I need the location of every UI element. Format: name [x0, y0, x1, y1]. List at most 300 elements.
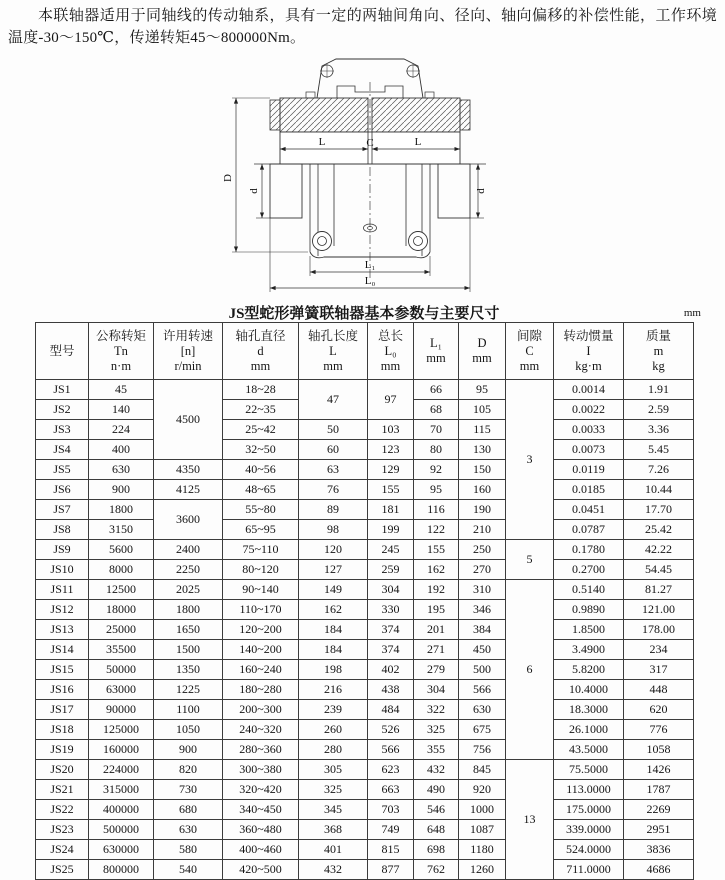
table-row: [36, 440, 694, 460]
cell-bore-length: 47: [299, 380, 368, 420]
dim-label-D: D: [222, 174, 234, 182]
cell-clearance: 13: [506, 760, 554, 880]
cell-l1-length: 70: [414, 420, 459, 440]
cell-bore-length: 149: [299, 580, 368, 600]
cell-total-length: 749: [368, 820, 414, 840]
cell-l1-length: 648: [414, 820, 459, 840]
cell-outer-diameter: 115: [459, 420, 506, 440]
cell-total-length: 374: [368, 640, 414, 660]
bolt-right: [409, 232, 428, 251]
cell-moment-of-inertia: 43.5000: [554, 740, 624, 760]
flange-right: [372, 98, 460, 132]
cell-mass: 1426: [624, 760, 694, 780]
cell-outer-diameter: 95: [459, 380, 506, 400]
cell-allowable-speed: 4500: [154, 380, 223, 460]
cell-bore-length: 368: [299, 820, 368, 840]
cell-outer-diameter: 450: [459, 640, 506, 660]
cell-bore-length: 198: [299, 660, 368, 680]
cell-moment-of-inertia: 10.4000: [554, 680, 624, 700]
cell-total-length: 815: [368, 840, 414, 860]
table-row: [36, 480, 694, 500]
cell-mass: 3.36: [624, 420, 694, 440]
parameters-table: [35, 322, 694, 880]
table-row: [36, 720, 694, 740]
cell-outer-diameter: 500: [459, 660, 506, 680]
cell-outer-diameter: 1180: [459, 840, 506, 860]
cell-bore-diameter: 48~65: [223, 480, 299, 500]
cell-model: JS11: [36, 580, 89, 600]
table-title: JS型蛇形弹簧联轴器基本参数与主要尺寸: [228, 306, 500, 322]
cell-allowable-speed: 1350: [154, 660, 223, 680]
cell-total-length: 438: [368, 680, 414, 700]
cell-total-length: 304: [368, 580, 414, 600]
table-row: [36, 860, 694, 880]
cell-total-length: 97: [368, 380, 414, 420]
cell-total-length: 526: [368, 720, 414, 740]
cell-moment-of-inertia: 1.8500: [554, 620, 624, 640]
cell-total-length: 484: [368, 700, 414, 720]
cell-bore-diameter: 25~42: [223, 420, 299, 440]
dim-label-L0: L₀: [364, 275, 376, 287]
cell-moment-of-inertia: 524.0000: [554, 840, 624, 860]
cell-bore-diameter: 120~200: [223, 620, 299, 640]
cell-mass: 234: [624, 640, 694, 660]
cell-l1-length: 66: [414, 380, 459, 400]
cell-moment-of-inertia: 0.1780: [554, 540, 624, 560]
column-header-model: 型号: [36, 323, 89, 380]
cell-l1-length: 279: [414, 660, 459, 680]
table-row: [36, 800, 694, 820]
cell-nominal-torque: 5600: [89, 540, 154, 560]
cell-clearance: 5: [506, 540, 554, 580]
table-row: [36, 740, 694, 760]
cell-l1-length: 355: [414, 740, 459, 760]
cell-model: JS10: [36, 560, 89, 580]
cell-mass: 178.00: [624, 620, 694, 640]
cell-allowable-speed: 1100: [154, 700, 223, 720]
cell-allowable-speed: 2400: [154, 540, 223, 560]
cell-l1-length: 201: [414, 620, 459, 640]
table-row: [36, 820, 694, 840]
bolt-left: [313, 232, 332, 251]
cell-bore-length: 305: [299, 760, 368, 780]
cell-l1-length: 322: [414, 700, 459, 720]
cell-moment-of-inertia: 0.0033: [554, 420, 624, 440]
cell-nominal-torque: 12500: [89, 580, 154, 600]
cell-moment-of-inertia: 0.0185: [554, 480, 624, 500]
column-header-l1-length: L₁ mm: [414, 323, 459, 380]
cell-nominal-torque: 125000: [89, 720, 154, 740]
cell-mass: 2269: [624, 800, 694, 820]
cell-bore-diameter: 80~120: [223, 560, 299, 580]
cell-bore-diameter: 18~28: [223, 380, 299, 400]
cell-moment-of-inertia: 0.5140: [554, 580, 624, 600]
cell-l1-length: 304: [414, 680, 459, 700]
cell-l1-length: 80: [414, 440, 459, 460]
cell-l1-length: 122: [414, 520, 459, 540]
cell-model: JS4: [36, 440, 89, 460]
cell-nominal-torque: 160000: [89, 740, 154, 760]
cell-nominal-torque: 45: [89, 380, 154, 400]
cell-allowable-speed: 900: [154, 740, 223, 760]
cell-l1-length: 116: [414, 500, 459, 520]
cell-bore-length: 63: [299, 460, 368, 480]
table-row: [36, 380, 694, 400]
table-row: [36, 420, 694, 440]
cell-nominal-torque: 18000: [89, 600, 154, 620]
cell-mass: 5.45: [624, 440, 694, 460]
shaft-left: [270, 164, 302, 218]
cell-total-length: 877: [368, 860, 414, 880]
column-header-total-length: 总长 L₀ mm: [368, 323, 414, 380]
column-header-nominal-torque: 公称转矩 Tn n·m: [89, 323, 154, 380]
cell-total-length: 245: [368, 540, 414, 560]
cell-moment-of-inertia: 339.0000: [554, 820, 624, 840]
coupling-diagram: [218, 56, 488, 300]
cell-mass: 448: [624, 680, 694, 700]
cell-l1-length: 155: [414, 540, 459, 560]
cell-model: JS24: [36, 840, 89, 860]
cell-bore-diameter: 320~420: [223, 780, 299, 800]
cell-l1-length: 95: [414, 480, 459, 500]
coupling-drawing-svg: [218, 56, 488, 300]
cell-mass: 17.70: [624, 500, 694, 520]
cell-nominal-torque: 224000: [89, 760, 154, 780]
cell-outer-diameter: 250: [459, 540, 506, 560]
cell-outer-diameter: 845: [459, 760, 506, 780]
cell-mass: 81.27: [624, 580, 694, 600]
cell-model: JS18: [36, 720, 89, 740]
cell-nominal-torque: 25000: [89, 620, 154, 640]
cell-bore-length: 76: [299, 480, 368, 500]
cell-model: JS17: [36, 700, 89, 720]
cell-moment-of-inertia: 0.2700: [554, 560, 624, 580]
cell-bore-diameter: 40~56: [223, 460, 299, 480]
cell-allowable-speed: 1650: [154, 620, 223, 640]
cell-bore-diameter: 300~380: [223, 760, 299, 780]
cell-total-length: 123: [368, 440, 414, 460]
cell-model: JS14: [36, 640, 89, 660]
table-row: [36, 540, 694, 560]
cell-nominal-torque: 140: [89, 400, 154, 420]
cell-outer-diameter: 160: [459, 480, 506, 500]
cell-l1-length: 762: [414, 860, 459, 880]
cell-model: JS19: [36, 740, 89, 760]
table-row: [36, 620, 694, 640]
cell-nominal-torque: 8000: [89, 560, 154, 580]
cell-allowable-speed: 2025: [154, 580, 223, 600]
cell-moment-of-inertia: 26.1000: [554, 720, 624, 740]
cell-outer-diameter: 130: [459, 440, 506, 460]
cell-outer-diameter: 566: [459, 680, 506, 700]
cell-model: JS3: [36, 420, 89, 440]
column-header-clearance: 间隙 C mm: [506, 323, 554, 380]
cell-allowable-speed: 580: [154, 840, 223, 860]
cell-model: JS7: [36, 500, 89, 520]
cell-nominal-torque: 630: [89, 460, 154, 480]
cell-mass: 54.45: [624, 560, 694, 580]
cell-bore-length: 184: [299, 620, 368, 640]
cell-bore-diameter: 140~200: [223, 640, 299, 660]
column-header-moment-of-inertia: 转动惯量 I kg·m: [554, 323, 624, 380]
cell-l1-length: 698: [414, 840, 459, 860]
cell-nominal-torque: 630000: [89, 840, 154, 860]
dim-label-L-right: L: [414, 136, 422, 148]
cell-total-length: 330: [368, 600, 414, 620]
cell-l1-length: 162: [414, 560, 459, 580]
cell-moment-of-inertia: 75.5000: [554, 760, 624, 780]
cell-outer-diameter: 756: [459, 740, 506, 760]
cell-mass: 7.26: [624, 460, 694, 480]
cell-mass: 4686: [624, 860, 694, 880]
cell-allowable-speed: 540: [154, 860, 223, 880]
cell-model: JS15: [36, 660, 89, 680]
cell-clearance: 3: [506, 380, 554, 540]
cell-mass: 25.42: [624, 520, 694, 540]
cell-l1-length: 490: [414, 780, 459, 800]
cell-mass: 3836: [624, 840, 694, 860]
cell-total-length: 155: [368, 480, 414, 500]
cell-moment-of-inertia: 0.0022: [554, 400, 624, 420]
cell-mass: 1787: [624, 780, 694, 800]
cell-nominal-torque: 224: [89, 420, 154, 440]
cell-moment-of-inertia: 711.0000: [554, 860, 624, 880]
cell-moment-of-inertia: 5.8200: [554, 660, 624, 680]
table-row: [36, 600, 694, 620]
cell-l1-length: 546: [414, 800, 459, 820]
cell-allowable-speed: 1050: [154, 720, 223, 740]
cell-model: JS23: [36, 820, 89, 840]
cell-bore-diameter: 55~80: [223, 500, 299, 520]
dim-label-C: C: [366, 137, 374, 149]
cell-bore-length: 345: [299, 800, 368, 820]
cell-model: JS22: [36, 800, 89, 820]
cell-bore-length: 239: [299, 700, 368, 720]
cell-outer-diameter: 150: [459, 460, 506, 480]
cell-nominal-torque: 63000: [89, 680, 154, 700]
cell-outer-diameter: 310: [459, 580, 506, 600]
cell-nominal-torque: 315000: [89, 780, 154, 800]
cell-moment-of-inertia: 18.3000: [554, 700, 624, 720]
cell-bore-length: 184: [299, 640, 368, 660]
cell-bore-length: 260: [299, 720, 368, 740]
cell-total-length: 103: [368, 420, 414, 440]
cell-bore-length: 162: [299, 600, 368, 620]
cell-bore-diameter: 180~280: [223, 680, 299, 700]
cell-outer-diameter: 1087: [459, 820, 506, 840]
cell-mass: 776: [624, 720, 694, 740]
cell-allowable-speed: 820: [154, 760, 223, 780]
cell-bore-diameter: 400~460: [223, 840, 299, 860]
cell-total-length: 402: [368, 660, 414, 680]
cell-outer-diameter: 920: [459, 780, 506, 800]
table-row: [36, 520, 694, 540]
cell-total-length: 374: [368, 620, 414, 640]
cell-l1-length: 195: [414, 600, 459, 620]
cell-outer-diameter: 105: [459, 400, 506, 420]
cell-model: JS8: [36, 520, 89, 540]
cell-allowable-speed: 1800: [154, 600, 223, 620]
cell-model: JS20: [36, 760, 89, 780]
cell-nominal-torque: 400: [89, 440, 154, 460]
cell-bore-diameter: 280~360: [223, 740, 299, 760]
cell-l1-length: 92: [414, 460, 459, 480]
cell-total-length: 199: [368, 520, 414, 540]
cell-l1-length: 432: [414, 760, 459, 780]
cell-model: JS9: [36, 540, 89, 560]
cell-bore-diameter: 22~35: [223, 400, 299, 420]
cell-allowable-speed: 4125: [154, 480, 223, 500]
cell-moment-of-inertia: 0.0119: [554, 460, 624, 480]
cell-outer-diameter: 1260: [459, 860, 506, 880]
cell-total-length: 129: [368, 460, 414, 480]
cell-nominal-torque: 50000: [89, 660, 154, 680]
column-header-bore-length: 轴孔长度 L mm: [299, 323, 368, 380]
cell-moment-of-inertia: 0.0014: [554, 380, 624, 400]
cell-bore-diameter: 420~500: [223, 860, 299, 880]
cell-bore-length: 432: [299, 860, 368, 880]
column-header-outer-diameter: D mm: [459, 323, 506, 380]
cell-outer-diameter: 630: [459, 700, 506, 720]
dim-label-d-left: d: [248, 188, 260, 194]
table-row: [36, 760, 694, 780]
cell-bore-length: 120: [299, 540, 368, 560]
table-row: [36, 840, 694, 860]
cell-bore-length: 401: [299, 840, 368, 860]
cell-allowable-speed: 730: [154, 780, 223, 800]
cell-total-length: 623: [368, 760, 414, 780]
cell-model: JS13: [36, 620, 89, 640]
cell-outer-diameter: 270: [459, 560, 506, 580]
cell-bore-length: 89: [299, 500, 368, 520]
dim-label-d-right: d: [475, 188, 487, 194]
cell-bore-diameter: 160~240: [223, 660, 299, 680]
cell-allowable-speed: 2250: [154, 560, 223, 580]
cell-model: JS16: [36, 680, 89, 700]
flange-left: [280, 98, 368, 132]
dim-label-L-left: L: [318, 136, 326, 148]
table-row: [36, 460, 694, 480]
cell-bore-length: 325: [299, 780, 368, 800]
cell-total-length: 566: [368, 740, 414, 760]
cell-bore-diameter: 200~300: [223, 700, 299, 720]
cell-clearance: 6: [506, 580, 554, 760]
cell-bore-length: 98: [299, 520, 368, 540]
cell-allowable-speed: 630: [154, 820, 223, 840]
cell-allowable-speed: 3600: [154, 500, 223, 540]
cell-outer-diameter: 384: [459, 620, 506, 640]
cell-model: JS21: [36, 780, 89, 800]
table-unit-label: mm: [683, 307, 701, 319]
cell-mass: 2.59: [624, 400, 694, 420]
table-row: [36, 560, 694, 580]
cell-outer-diameter: 210: [459, 520, 506, 540]
cell-model: JS1: [36, 380, 89, 400]
end-cap-right: [460, 100, 470, 130]
cell-allowable-speed: 680: [154, 800, 223, 820]
cell-bore-length: 216: [299, 680, 368, 700]
cell-moment-of-inertia: 0.0073: [554, 440, 624, 460]
cell-model: JS6: [36, 480, 89, 500]
cell-total-length: 259: [368, 560, 414, 580]
column-header-mass: 质量 m kg: [624, 323, 694, 380]
document-page: [0, 6, 725, 876]
cell-nominal-torque: 800000: [89, 860, 154, 880]
header-row: [36, 323, 694, 380]
table-row: [36, 700, 694, 720]
cell-bore-diameter: 240~320: [223, 720, 299, 740]
cell-l1-length: 68: [414, 400, 459, 420]
cell-nominal-torque: 900: [89, 480, 154, 500]
cell-bore-length: 280: [299, 740, 368, 760]
cell-bore-diameter: 90~140: [223, 580, 299, 600]
cell-outer-diameter: 1000: [459, 800, 506, 820]
cell-mass: 42.22: [624, 540, 694, 560]
column-header-allowable-speed: 许用转速 [n] r/min: [154, 323, 223, 380]
cell-allowable-speed: 1225: [154, 680, 223, 700]
cell-total-length: 663: [368, 780, 414, 800]
cell-mass: 620: [624, 700, 694, 720]
cell-outer-diameter: 190: [459, 500, 506, 520]
cell-nominal-torque: 500000: [89, 820, 154, 840]
cell-bore-diameter: 340~450: [223, 800, 299, 820]
cell-mass: 2951: [624, 820, 694, 840]
cell-bore-length: 50: [299, 420, 368, 440]
cell-outer-diameter: 675: [459, 720, 506, 740]
table-row: [36, 660, 694, 680]
cell-mass: 121.00: [624, 600, 694, 620]
table-header: [36, 323, 694, 380]
cell-bore-diameter: 75~110: [223, 540, 299, 560]
cell-mass: 1.91: [624, 380, 694, 400]
cell-moment-of-inertia: 113.0000: [554, 780, 624, 800]
cell-mass: 1058: [624, 740, 694, 760]
cell-nominal-torque: 1800: [89, 500, 154, 520]
cell-outer-diameter: 346: [459, 600, 506, 620]
cell-nominal-torque: 90000: [89, 700, 154, 720]
cell-mass: 10.44: [624, 480, 694, 500]
cell-allowable-speed: 1500: [154, 640, 223, 660]
cell-bore-diameter: 360~480: [223, 820, 299, 840]
table-row: [36, 680, 694, 700]
cell-nominal-torque: 35500: [89, 640, 154, 660]
cell-model: JS5: [36, 460, 89, 480]
cell-bore-diameter: 110~170: [223, 600, 299, 620]
cell-nominal-torque: 3150: [89, 520, 154, 540]
table-row: [36, 500, 694, 520]
table-row: [36, 580, 694, 600]
cell-mass: 317: [624, 660, 694, 680]
cell-bore-diameter: 32~50: [223, 440, 299, 460]
cell-model: JS2: [36, 400, 89, 420]
table-body: [36, 380, 694, 880]
cell-allowable-speed: 4350: [154, 460, 223, 480]
cell-moment-of-inertia: 3.4900: [554, 640, 624, 660]
table-row: [36, 640, 694, 660]
column-header-bore-diameter: 轴孔直径 d mm: [223, 323, 299, 380]
table-row: [36, 780, 694, 800]
cell-l1-length: 271: [414, 640, 459, 660]
dim-label-L1: L₁: [364, 259, 376, 271]
shaft-right: [438, 164, 470, 218]
end-cap-left: [270, 100, 280, 130]
cell-l1-length: 192: [414, 580, 459, 600]
cell-total-length: 703: [368, 800, 414, 820]
cell-l1-length: 325: [414, 720, 459, 740]
cell-moment-of-inertia: 0.0451: [554, 500, 624, 520]
cell-bore-length: 127: [299, 560, 368, 580]
cell-bore-diameter: 65~95: [223, 520, 299, 540]
